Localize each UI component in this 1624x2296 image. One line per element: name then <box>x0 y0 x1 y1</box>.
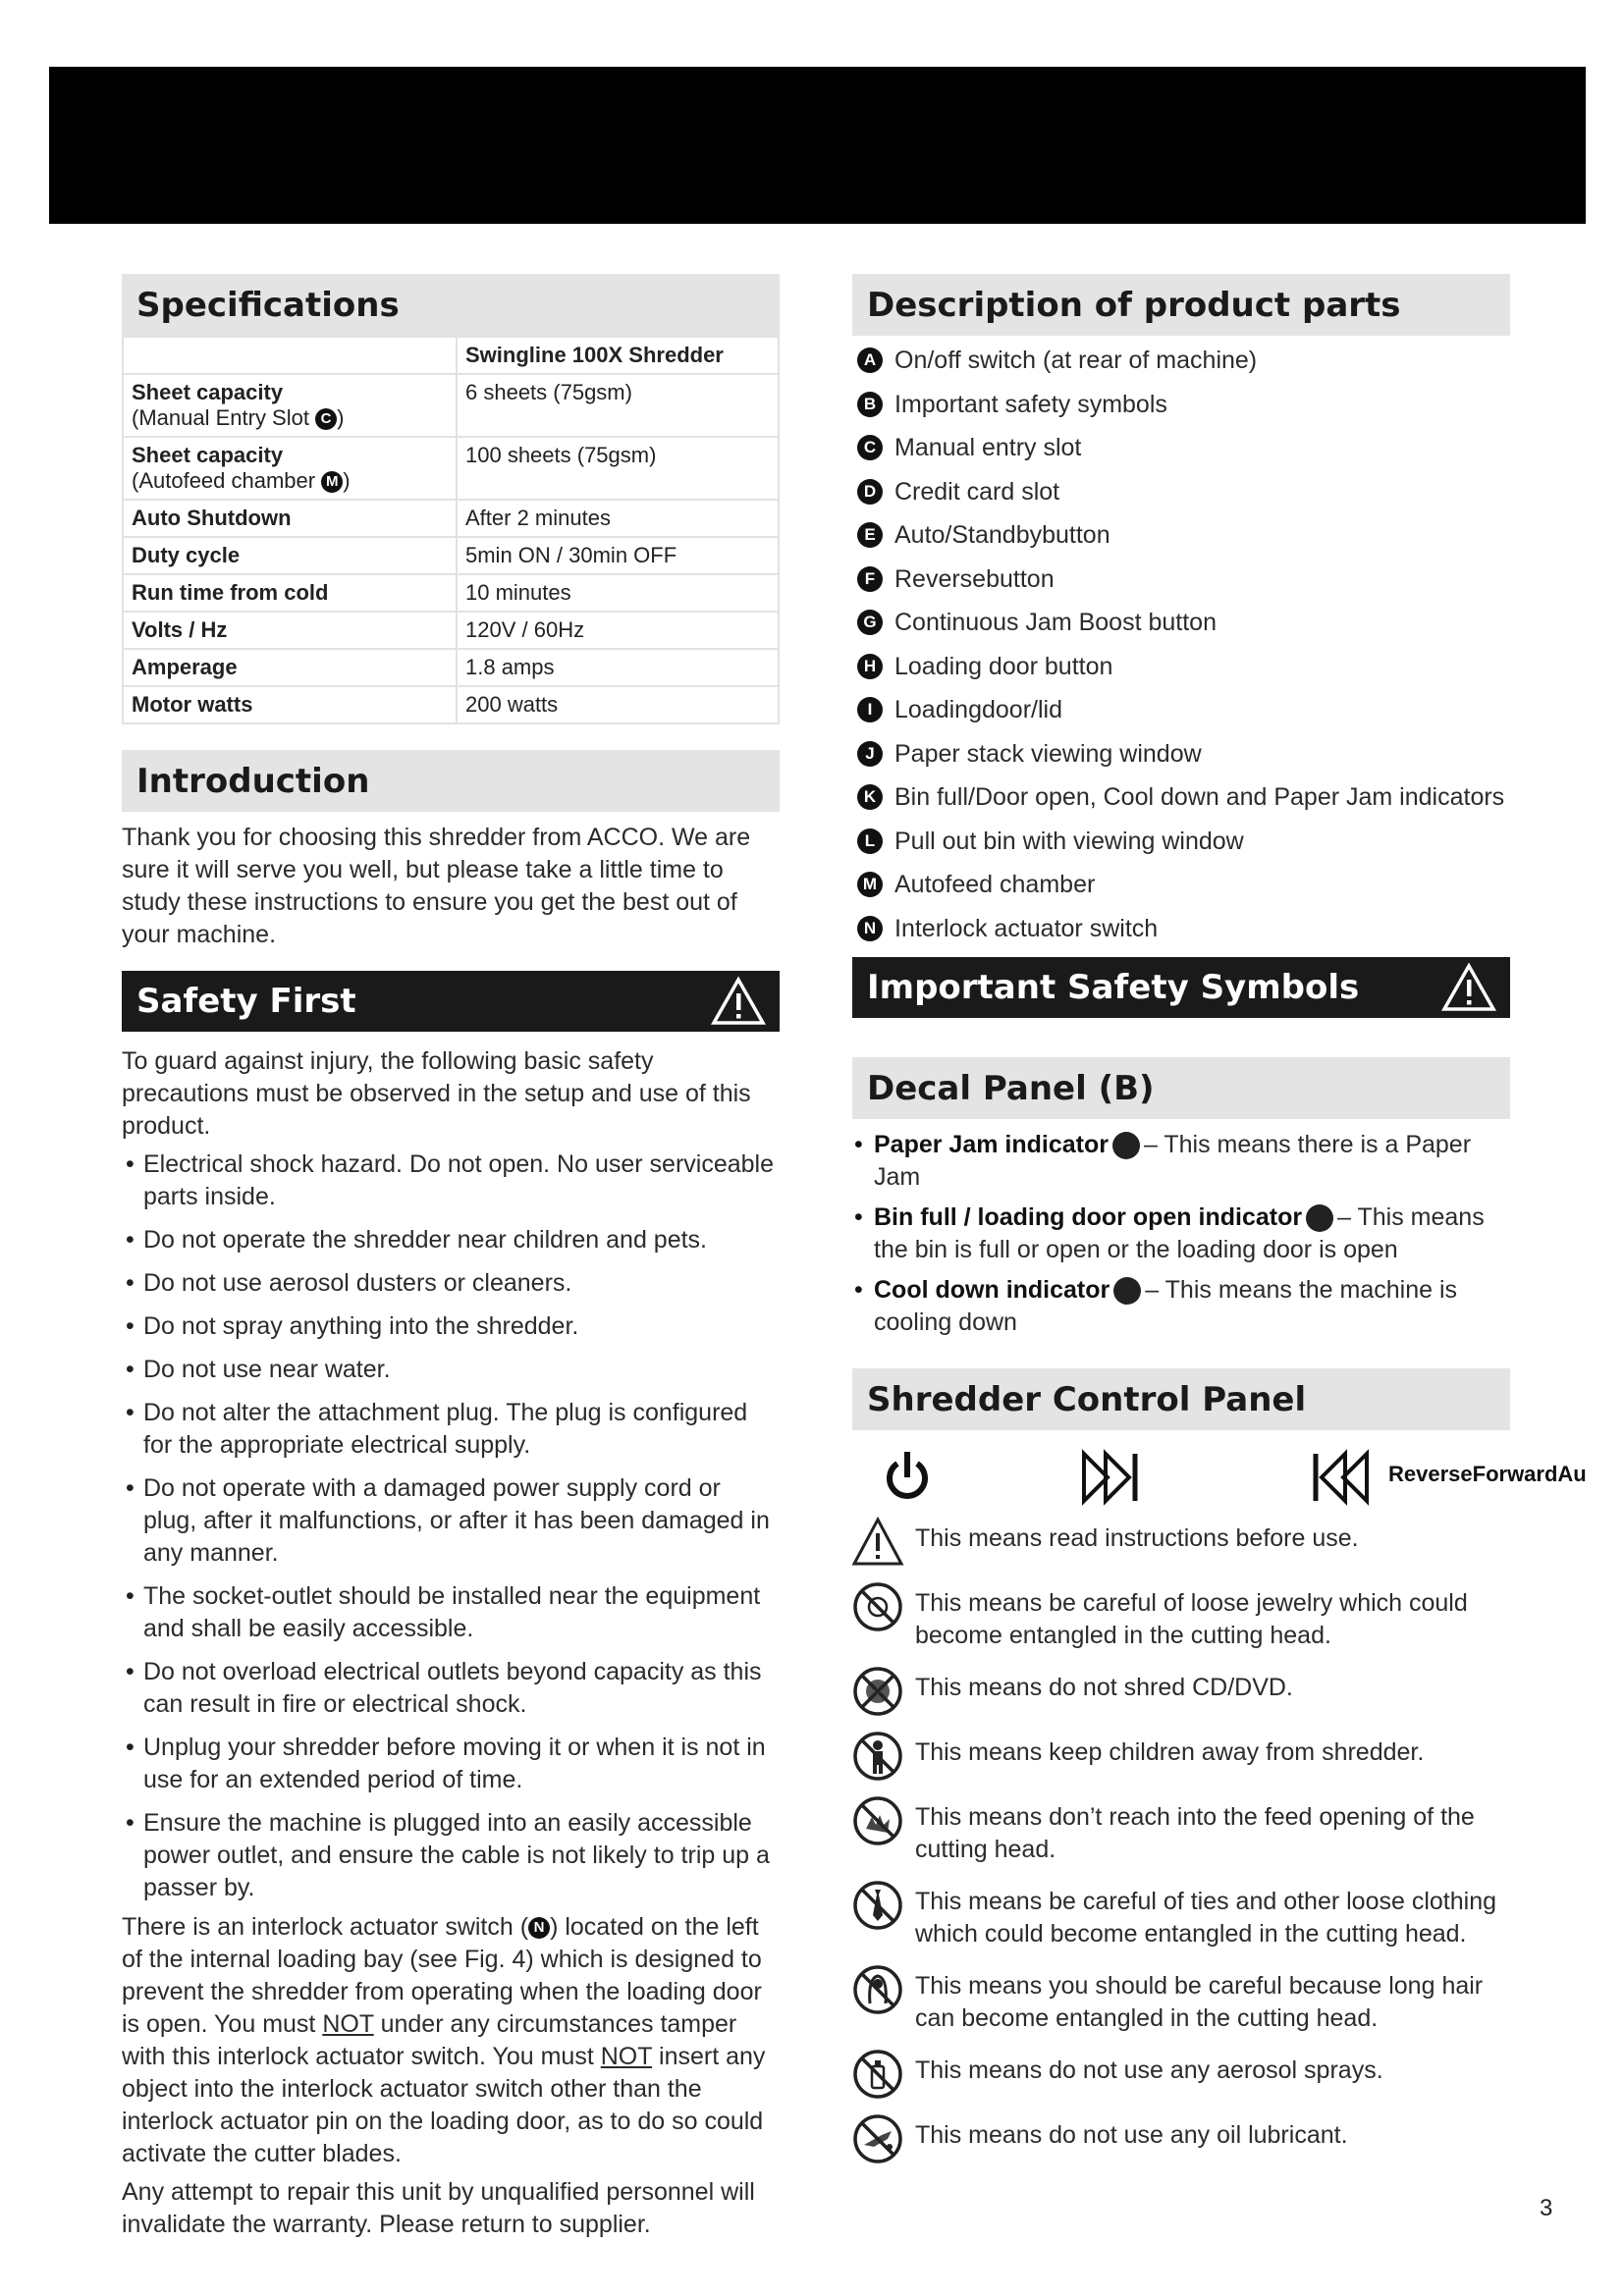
list-item: • Unplug your shredder before moving it or when it is not in use for an extended period of time. <box>122 1732 780 1796</box>
warning-icon <box>1441 963 1496 1012</box>
list-item: K Bin full/Door open, Cool down and Paper Jam indicators <box>857 782 1510 812</box>
right-column <box>852 274 1587 2178</box>
list-item: D Credit card slot <box>857 477 1510 507</box>
cool-down-icon <box>1113 1277 1141 1305</box>
warning-icon <box>711 977 766 1026</box>
control-labels: ReverseForwardAu <box>1388 1462 1587 1486</box>
table-row: Auto Shutdown After 2 minutes <box>123 500 779 537</box>
specifications-table <box>122 336 780 724</box>
safety-intro: To guard against injury, the following basic safety precautions must be observed in the setup and use of this product. <box>122 1047 751 1140</box>
letter-f-icon: F <box>857 566 883 592</box>
list-item: This means you should be careful because long hair can become entangled in the cutting head. <box>852 1964 1510 2035</box>
list-item: This means read instructions before use. <box>852 1517 1510 1568</box>
list-item: • Cool down indicator – This means the machine is cooling down <box>852 1274 1510 1339</box>
reverse-icon <box>1310 1450 1373 1505</box>
forward-icon <box>1080 1450 1143 1505</box>
list-item: • Electrical shock hazard. Do not open. No user serviceable parts inside. <box>122 1148 780 1213</box>
model-header: Swingline 100X Shredder <box>457 337 779 374</box>
list-item: J Paper stack viewing window <box>857 739 1510 769</box>
page-number: 3 <box>1540 2195 1553 2221</box>
list-item: This means don’t reach into the feed opening of the cutting head. <box>852 1795 1510 1866</box>
letter-m-icon: M <box>857 872 883 897</box>
specifications-heading: Specifications <box>122 274 780 336</box>
letter-d-icon: D <box>857 479 883 505</box>
no-tie-icon <box>852 1880 903 1931</box>
list-item: • Do not alter the attachment plug. The plug is configured for the appropriate electrical supply. <box>122 1397 780 1462</box>
repair-paragraph: Any attempt to repair this unit by unqualified personnel will invalidate the warranty. Please return to supplier. <box>122 2178 755 2238</box>
list-item: I Loadingdoor/lid <box>857 695 1510 724</box>
list-item: This means be careful of loose jewelry which could become entangled in the cutting head. <box>852 1581 1510 1652</box>
safety-first-heading: Safety First <box>122 971 780 1032</box>
list-item: • Do not use aerosol dusters or cleaners. <box>122 1267 780 1300</box>
list-item: • Ensure the machine is plugged into an easily accessible power outlet, and ensure the cable is not likely to trip up a passer by. <box>122 1807 780 1904</box>
list-item: This means be careful of ties and other loose clothing which could become entangled in the cutting head. <box>852 1880 1510 1950</box>
letter-g-icon: G <box>857 610 883 635</box>
decal-list <box>852 1129 1510 1339</box>
list-item: G Continuous Jam Boost button <box>857 608 1510 637</box>
list-item: A On/off switch (at rear of machine) <box>857 346 1510 375</box>
no-long-hair-icon <box>852 1964 903 2015</box>
warning-icon <box>852 1517 903 1568</box>
decal-heading: Decal Panel (B) <box>852 1057 1510 1119</box>
list-item: • Paper Jam indicator – This means there is a Paper Jam <box>852 1129 1510 1194</box>
list-item: B Important safety symbols <box>857 390 1510 419</box>
list-item: This means keep children away from shredder. <box>852 1731 1510 1782</box>
mark-m-icon: M <box>321 471 343 493</box>
important-symbols-heading: Important Safety Symbols <box>852 957 1510 1018</box>
list-item: • The socket-outlet should be installed near the equipment and shall be easily accessible. <box>122 1580 780 1645</box>
list-item: • Do not use near water. <box>122 1354 780 1386</box>
list-item: This means do not shred CD/DVD. <box>852 1666 1510 1717</box>
safety-list <box>122 1148 780 1904</box>
no-hand-icon <box>852 1795 903 1846</box>
no-cd-icon <box>852 1666 903 1717</box>
no-children-icon <box>852 1731 903 1782</box>
list-item: • Bin full / loading door open indicator – This means the bin is full or open or the loading door is open <box>852 1201 1510 1266</box>
letter-h-icon: H <box>857 654 883 679</box>
parts-heading: Description of product parts <box>852 274 1510 336</box>
list-item: • Do not spray anything into the shredder. <box>122 1310 780 1343</box>
list-item: L Pull out bin with viewing window <box>857 827 1510 856</box>
letter-c-icon: C <box>857 435 883 460</box>
letter-b-icon: B <box>857 392 883 417</box>
table-row: Duty cycle 5min ON / 30min OFF <box>123 537 779 574</box>
table-row: Motor watts 200 watts <box>123 686 779 723</box>
header-bar <box>49 67 1586 224</box>
letter-n-icon: N <box>857 916 883 941</box>
table-row: Sheet capacity (Manual Entry Slot C ) 6 sheets (75gsm) <box>123 374 779 437</box>
list-item: F Reversebutton <box>857 564 1510 594</box>
paper-jam-icon <box>1112 1132 1140 1159</box>
no-aerosol-icon <box>852 2049 903 2100</box>
list-item: H Loading door button <box>857 652 1510 681</box>
introduction-heading: Introduction <box>122 750 780 812</box>
no-oil-icon <box>852 2113 903 2164</box>
list-item: • Do not operate with a damaged power supply cord or plug, after it malfunctions, or after it has been damaged in any manner. <box>122 1472 780 1570</box>
list-item: • Do not operate the shredder near children and pets. <box>122 1224 780 1256</box>
table-row: Amperage 1.8 amps <box>123 649 779 686</box>
interlock-paragraph: There is an interlock actuator switch ( N ) located on the left of the internal loading bay (see Fig. 4) which is designed to prevent the shredder from operating when the loading door is open. You must NOT under any circumstances tamper with this interlock actuator switch. You must NOT insert any object into the interlock actuator switch other than the interlock actuator pin on the loading door, as to do so could activate the cutter blades. <box>122 1913 766 2167</box>
parts-list <box>857 346 1510 943</box>
control-panel-heading: Shredder Control Panel <box>852 1368 1510 1430</box>
mark-c-icon: C <box>315 408 337 430</box>
table-row: Volts / Hz 120V / 60Hz <box>123 612 779 649</box>
left-column <box>122 274 780 2241</box>
control-panel-icons <box>852 1440 1587 1517</box>
letter-k-icon: K <box>857 784 883 810</box>
mark-n-icon: N <box>528 1917 550 1939</box>
list-item: • Do not overload electrical outlets beyond capacity as this can result in fire or electrical shock. <box>122 1656 780 1721</box>
list-item: This means do not use any oil lubricant. <box>852 2113 1510 2164</box>
letter-j-icon: J <box>857 741 883 767</box>
bin-full-icon <box>1306 1204 1333 1232</box>
letter-i-icon: I <box>857 697 883 722</box>
list-item: M Autofeed chamber <box>857 870 1510 899</box>
table-row: Sheet capacity (Autofeed chamber M ) 100 sheets (75gsm) <box>123 437 779 500</box>
symbols-list <box>852 1517 1510 2164</box>
letter-l-icon: L <box>857 828 883 854</box>
letter-a-icon: A <box>857 347 883 373</box>
list-item: N Interlock actuator switch <box>857 914 1510 943</box>
letter-e-icon: E <box>857 522 883 548</box>
introduction-text: Thank you for choosing this shredder from ACCO. We are sure it will serve you well, but please take a little time to study these instructions to ensure you get the best out of your machine. <box>122 824 751 948</box>
list-item: C Manual entry slot <box>857 433 1510 462</box>
no-jewelry-icon <box>852 1581 903 1632</box>
list-item: E Auto/Standbybutton <box>857 520 1510 550</box>
list-item: This means do not use any aerosol sprays. <box>852 2049 1510 2100</box>
table-row: Run time from cold 10 minutes <box>123 574 779 612</box>
power-icon <box>882 1448 933 1505</box>
table-header-row <box>123 337 779 374</box>
